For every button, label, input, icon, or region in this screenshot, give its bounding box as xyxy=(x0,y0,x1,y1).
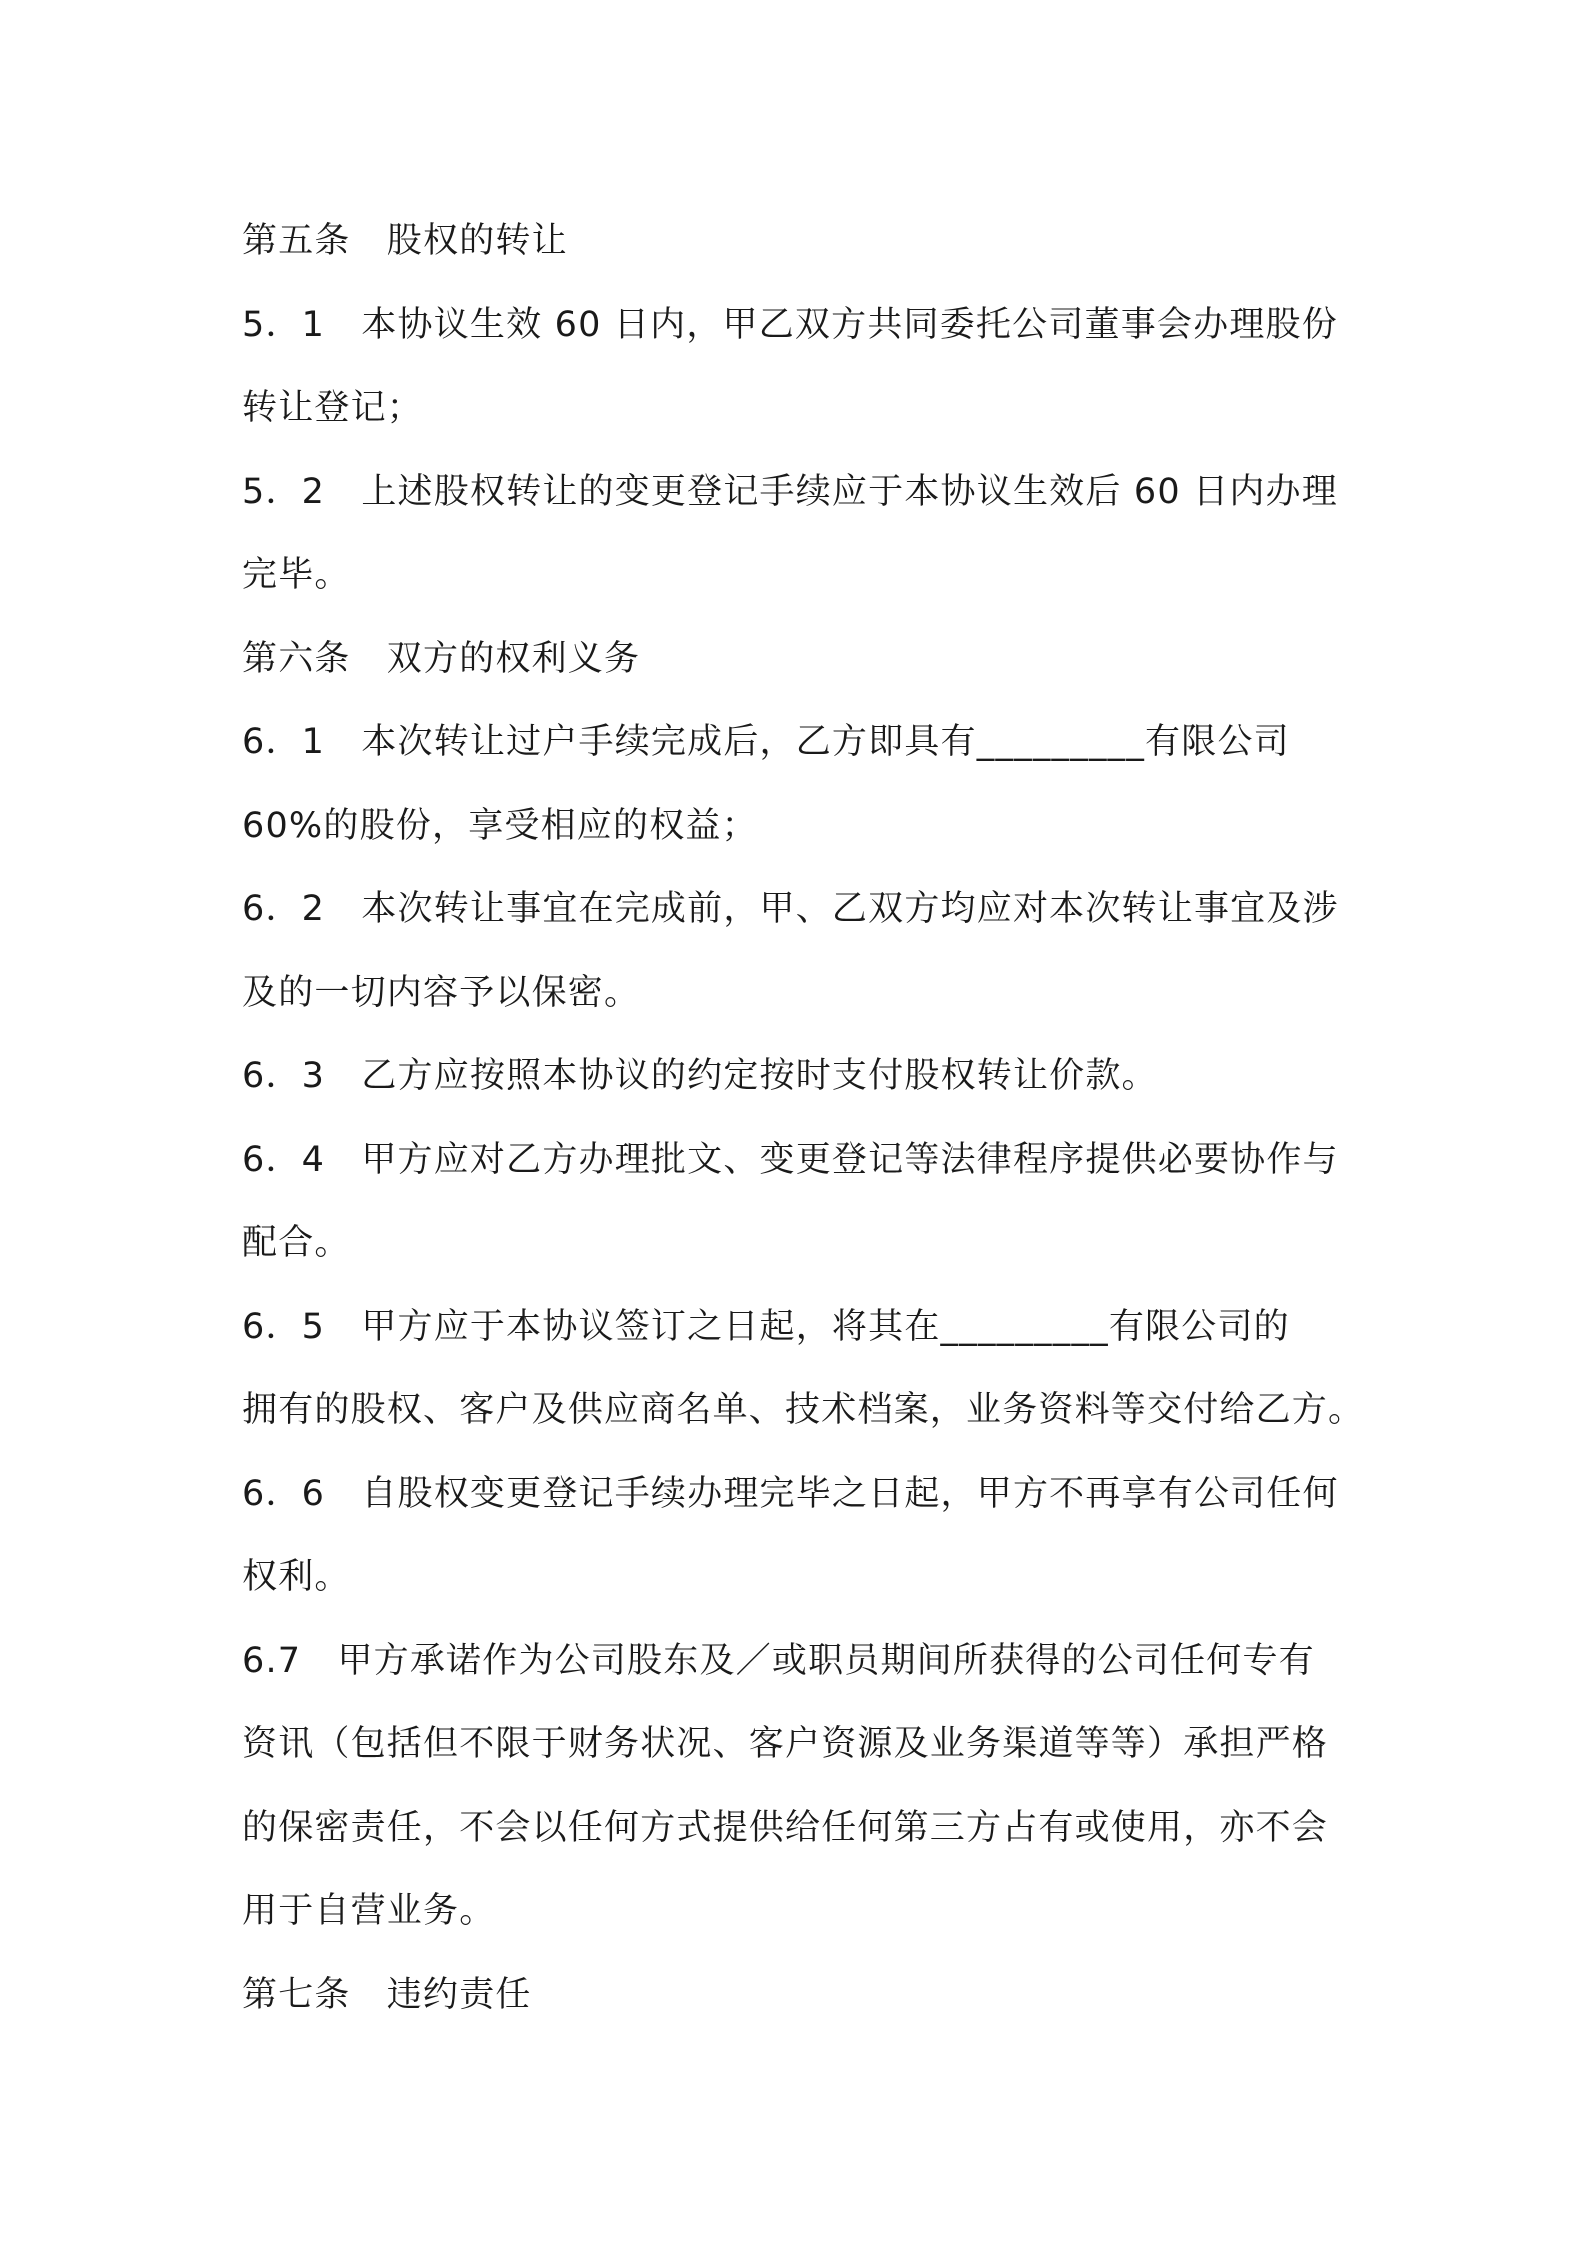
clause-6-1-line-1: 6．1 本次转让过户手续完成后，乙方即具有_________有限公司 xyxy=(242,722,1290,762)
clause-6-6-line-2: 权利。 xyxy=(242,1557,351,1597)
clause-5-2-line-1: 5．2 上述股权转让的变更登记手续应于本协议生效后 60 日内办理 xyxy=(242,471,1338,512)
clause-6-6-line-1: 6．6 自股权变更登记手续办理完毕之日起，甲方不再享有公司任何 xyxy=(242,1473,1339,1514)
clause-6-5-line-1: 6．5 甲方应于本协议签订之日起，将其在_________有限公司的 xyxy=(242,1306,1290,1347)
clause-6-2-line-2: 及的一切内容予以保密。 xyxy=(242,972,641,1013)
document-page xyxy=(242,200,1365,2037)
clause-5-1-line-1: 5．1 本协议生效 60 日内，甲乙双方共同委托公司董事会办理股份 xyxy=(242,304,1338,345)
clause-6-1-line-2: 60%的股份，享受相应的权益； xyxy=(242,805,758,846)
clause-6-7-line-2: 资讯（包括但不限于财务状况、客户资源及业务渠道等等）承担严格 xyxy=(242,1724,1329,1764)
clause-5-2-line-2: 完毕。 xyxy=(242,555,351,595)
clause-6-4-line-1: 6．4 甲方应对乙方办理批文、变更登记等法律程序提供必要协作与 xyxy=(242,1139,1339,1180)
clause-6-5-line-2: 拥有的股权、客户及供应商名单、技术档案，业务资料等交付给乙方。 xyxy=(242,1390,1365,1430)
clause-6-3-line-1: 6．3 乙方应按照本协议的约定按时支付股权转让价款。 xyxy=(242,1056,1158,1096)
clause-6-2-line-1: 6．2 本次转让事宜在完成前，甲、乙双方均应对本次转让事宜及涉 xyxy=(242,889,1339,929)
article-7-heading: 第七条 违约责任 xyxy=(242,1974,532,2015)
clause-6-7-line-3: 的保密责任，不会以任何方式提供给任何第三方占有或使用，亦不会 xyxy=(242,1807,1329,1848)
clause-5-1-line-2: 转让登记； xyxy=(242,388,424,428)
clause-6-7-line-4: 用于自营业务。 xyxy=(242,1891,496,1931)
article-5-heading: 第五条 股权的转让 xyxy=(242,221,568,261)
clause-6-7-line-1: 6.7 甲方承诺作为公司股东及／或职员期间所获得的公司任何专有 xyxy=(242,1640,1315,1681)
clause-6-4-line-2: 配合。 xyxy=(242,1223,351,1263)
article-6-heading: 第六条 双方的权利义务 xyxy=(242,638,641,679)
